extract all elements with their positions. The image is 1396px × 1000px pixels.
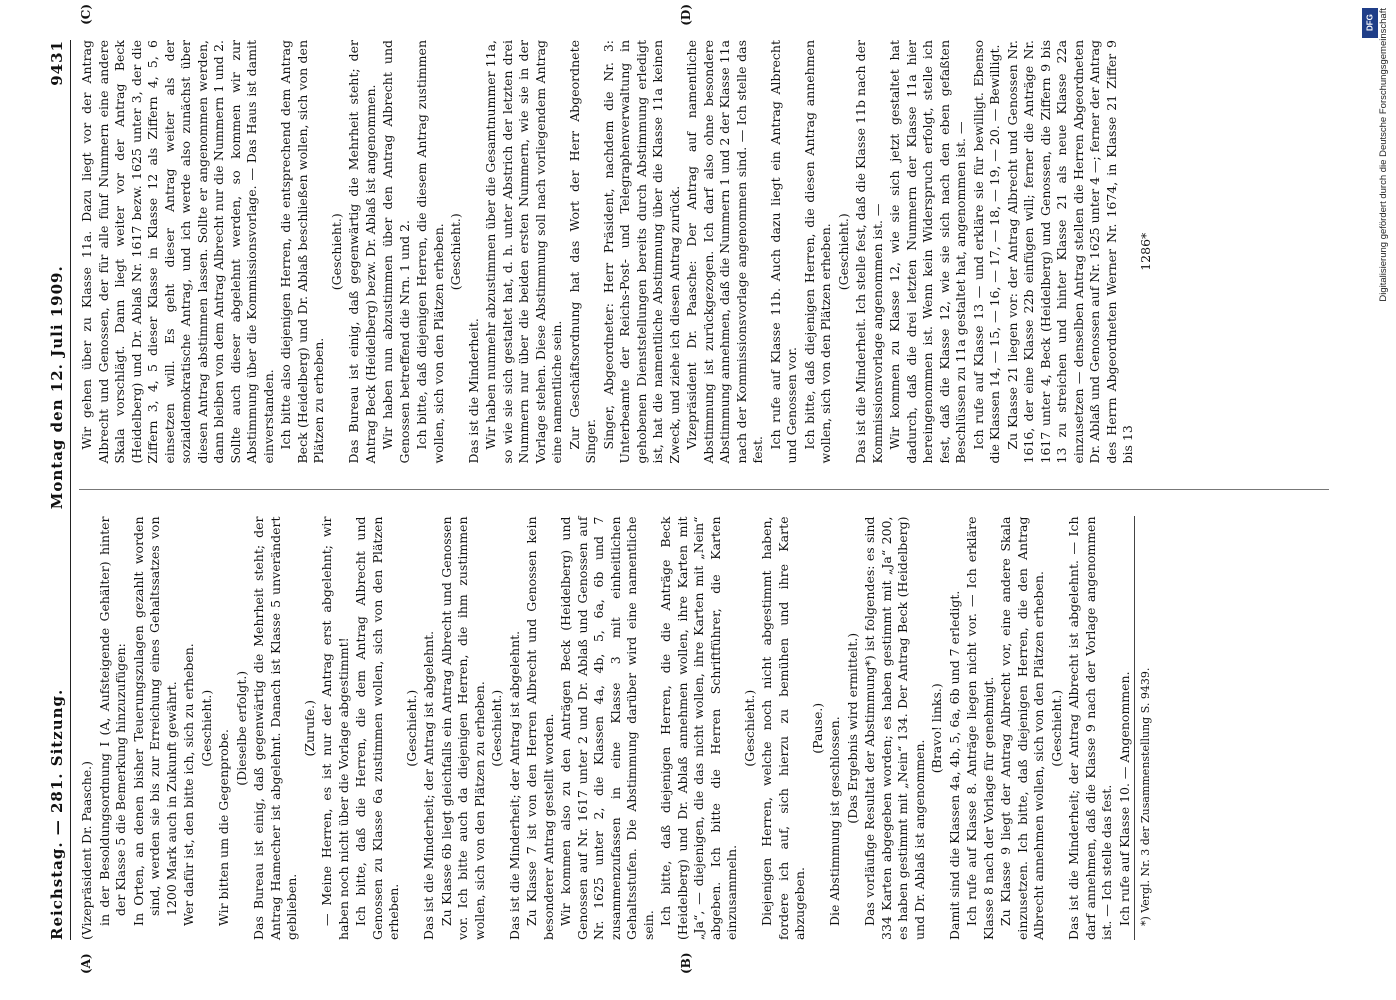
- margin-mark-b: (B): [679, 952, 693, 974]
- two-column-body: [79, 4, 1329, 974]
- paragraph: (Geschieht.): [741, 689, 757, 767]
- header-left: Reichstag. — 281. Sitzung.: [48, 688, 66, 940]
- paragraph: (Geschieht.): [328, 213, 344, 291]
- paragraph: Zu Klasse 9 liegt der Antrag Albrecht vor, eine andere Skala einzusetzen. Ich bitte, daß diejenigen Herren, die den Antrag Albrecht annehmen wollen, sich von den Plätzen erheben.: [998, 516, 1046, 940]
- paragraph: Ich bitte, daß diejenigen Herren, die die Anträge Beck (Heidelberg) und Dr. Ablaß annehmen wollen, ihre Karten mit „Ja“, — diejenigen, die das nicht wollen, ihre Karten mit „Nein“ abgeben. Ich bitte die Herren Schriftführer, die Karten einzusammeln.: [658, 516, 739, 940]
- paragraph: Ich bitte, daß diejenigen Herren, die diesen Antrag annehmen wollen, sich von den Plätzen erheben.: [801, 40, 833, 464]
- paragraph: Das vorläufige Resultat der Abstimmung*) ist folgendes: es sind 334 Karten abgegeben worden; es haben gestimmt mit „Ja“ 200, es haben gestimmt mit „Nein“ 134. Der Antrag Beck (Heidelberg) und Dr. Ablaß ist angenommen.: [862, 516, 927, 940]
- paragraph: (Dieselbe erfolgt.): [233, 670, 249, 786]
- paragraph: (Geschieht.): [198, 689, 214, 767]
- paragraph: Die Abstimmung ist geschlossen.: [827, 716, 842, 926]
- paragraph: Wer dafür ist, den bitte ich, sich zu erheben.: [181, 643, 196, 926]
- paragraph: (Das Ergebnis wird ermittelt.): [844, 632, 860, 824]
- paragraph: — Meine Herren, es ist nur der Antrag erst abgelehnt; wir haben noch nicht über die Vorlage abgestimmt!: [319, 516, 351, 940]
- paragraph: Wir bitten um die Gegenprobe.: [216, 729, 231, 926]
- paragraph: Wir kommen zu Klasse 12, wie sie sich jetzt gestaltet hat dadurch, daß die drei letzten Nummern der Klasse 11a hier hereingenommen ist. Wenn kein Widerspruch erfolgt, stelle ich fest, daß die Klasse 12, wie sie sich nach den eben gefaßten Beschlüssen zu 11a gestaltet hat, angenommen ist. —: [887, 40, 968, 464]
- paragraph: (Bravo! links.): [929, 683, 944, 774]
- paragraph: Ich rufe auf Klasse 11b. Auch dazu liegt ein Antrag Albrecht und Genossen vor.: [767, 40, 799, 464]
- paragraph: (Geschieht.): [448, 213, 463, 291]
- paragraph: Singer, Abgeordneter: Herr Präsident, nachdem die Nr. 3: Unterbeamte der Reichs-Post- und Telegraphenverwaltung in gehobenen Dienststellungen bereits durch Abstimmung erledigt ist, hat die namentliche Abstimmung über die Klasse 11a keinen Zweck, und ziehe ich diesen Antrag zurück.: [600, 40, 682, 464]
- credit-text: Digitalisierung gefördert durch die Deutsche Forschungsgemeinschaft: [1378, 8, 1389, 302]
- dfg-logo: DFG: [1362, 8, 1378, 38]
- paragraph: (Zurufe.): [301, 700, 317, 757]
- paragraph: Ich bitte, daß diejenigen Herren, die diesem Antrag zustimmen wollen, sich von den Plätzen erheben.: [414, 40, 446, 464]
- paragraph: (Pause.): [809, 702, 825, 754]
- page-number: 9431: [48, 40, 66, 86]
- paragraph: Das ist die Minderheit. Ich stelle fest, daß die Klasse 11b nach der Kommissionsvorlage angenommen ist. —: [853, 40, 885, 464]
- paragraph: Zu Klasse 21 liegen vor: der Antrag Albrecht und Genossen Nr. 1616, der eine Klasse 22b einfügen will; ferner die Anträge Nr. 1617 unter 4, Beck (Heidelberg) und Genossen, die Ziffern 9 bis 13 zu streichen und hinter Klasse 21 als neue Klasse 22a einzusetzen — denselben Antrag stellen die Herren Abgeordneten Dr. Ablaß und Genossen auf Nr. 1625 unter 4 —; ferner der Antrag des Herrn Abgeordneten Werner Nr. 1674, in Klasse 21 Ziffer 9 bis 13: [1004, 40, 1135, 464]
- digitization-credit: [1360, 8, 1389, 608]
- right-column: [79, 40, 1329, 464]
- paragraph: Zu Klasse 7 ist von den Herren Albrecht und Genossen kein besonderer Antrag gestellt worden.: [524, 516, 556, 940]
- paragraph: Zu Klasse 6b liegt gleichfalls ein Antrag Albrecht und Genossen vor. Ich bitte auch da diejenigen Herren, die ihm zustimmen wollen, sich von den Plätzen zu erheben.: [438, 516, 487, 940]
- paragraph: Das ist die Minderheit; der Antrag Albrecht ist abgelehnt. — Ich darf annehmen, daß die Klasse 9 nach der Vorlage angenommen ist. — Ich stelle das fest.: [1066, 516, 1114, 940]
- paragraph: (Geschieht.): [1048, 689, 1064, 767]
- paragraph: Damit sind die Klassen 4a, 4b, 5, 6a, 6b und 7 erledigt.: [946, 590, 962, 940]
- page-header: [48, 40, 71, 940]
- footnote: *) Vergl. Nr. 3 der Zusammenstellung S. 9439.: [1134, 517, 1155, 941]
- header-date: Montag den 12. Juli 1909.: [48, 265, 66, 510]
- paragraph: Diejenigen Herren, welche noch nicht abgestimmt haben, fordere ich auf, sich hierzu zu bemühen und ihre Karte abzugeben.: [759, 516, 807, 940]
- paragraph: In Orten, an denen bisher Teuerungszulagen gezahlt worden sind, werden sie bis zur Erreichung eines Gehaltssatzes von 1200 Mark auch in Zukunft gewährt.: [130, 516, 179, 926]
- paragraph: Das ist die Minderheit; der Antrag ist abgelehnt.: [421, 630, 436, 940]
- paragraph: Wir haben nun abzustimmen über den Antrag Albrecht und Genossen betreffend die Nrn. 1 und 2.: [380, 40, 412, 464]
- margin-mark-a: (A): [79, 953, 93, 974]
- paragraph: Das ist die Minderheit; der Antrag ist abgelehnt.: [506, 630, 522, 940]
- left-column: [79, 517, 1329, 941]
- margin-mark-c: (C): [79, 4, 93, 25]
- paragraph: Ich rufe auf Klasse 10. — Angenommen.: [1116, 671, 1132, 926]
- paragraph: Zur Geschäftsordnung hat das Wort der Herr Abgeordnete Singer.: [566, 40, 598, 464]
- paragraph: Ich bitte also diejenigen Herren, die entsprechend dem Antrag Beck (Heidelberg) und Dr. Ablaß beschließen wollen, sich von den Plätzen zu erheben.: [278, 40, 326, 464]
- paragraph: 1286*: [1137, 232, 1153, 271]
- paragraph: in der Besoldungsordnung I (A, Aufsteigende Gehälter) hinter der Klasse 5 die Bemerkung hinzuzufügen:: [96, 516, 128, 926]
- paragraph: Das ist die Minderheit.: [465, 318, 481, 464]
- paragraph: (Vizepräsident Dr. Paasche.): [79, 761, 94, 940]
- paragraph: Ich bitte, daß die Herren, die dem Antrag Albrecht und Genossen zu Klasse 6a zustimmen wollen, sich von den Plätzen erheben.: [353, 516, 401, 940]
- paragraph: Vizepräsident Dr. Paasche: Der Antrag auf namentliche Abstimmung ist zurückgezogen. Ich darf also ohne besondere Abstimmung annehmen, daß die Nummern 1 und 2 der Klasse 11a nach der Kommissionsvorlage angenommen sind. — Ich stelle das fest.: [684, 40, 765, 464]
- paragraph: (Geschieht.): [403, 689, 419, 767]
- paragraph: Wir gehen über zu Klasse 11a. Dazu liegt vor der Antrag Albrecht und Genossen, der für alle fünf Nummern eine andere Skala vorschlägt. Dann liegt weiter vor der Antrag Beck (Heidelberg) und Dr. Ablaß Nr. 1617 bezw. 1625 unter 3, der die Ziffern 3, 4, 5 dieser Klasse in Klasse 12 als Ziffern 4, 5, 6 einsetzen will. Es geht dieser Antrag weiter als der sozialdemokratische Antrag, und ich werde also zunächst über diesen Antrag abstimmen lassen. Sollte er angenommen werden, dann bleiben von dem Antrag Albrecht nur die Nummern 1 und 2. Sollte auch dieser abgelehnt werden, so kommen wir zur Abstimmung über die Kommissionsvorlage. — Das Haus ist damit einverstanden.: [79, 40, 276, 464]
- paragraph: Wir kommen also zu den Anträgen Beck (Heidelberg) und Genossen auf Nr. 1617 unter 2 und Dr. Ablaß und Genossen auf Nr. 1625 unter 2, die Klassen 4a, 4b, 5, 6a, 6b und 7 zusammenzufassen in eine Klasse 3 mit einheitlichen Gehaltsstufen. Die Abstimmung darüber wird eine namentliche sein.: [558, 516, 656, 940]
- paragraph: Das Bureau ist einig, daß gegenwärtig die Mehrheit steht; der Antrag Hamecher ist abgelehnt. Danach ist Klasse 5 unverändert geblieben.: [251, 516, 299, 940]
- paragraph: Ich rufe auf Klasse 8. Anträge liegen nicht vor. — Ich erkläre Klasse 8 nach der Vorlage für genehmigt.: [964, 516, 996, 940]
- margin-mark-d: (D): [679, 4, 693, 26]
- paragraph: Ich rufe auf Klasse 13 — und erkläre sie für bewilligt. Ebenso die Klassen 14, — 15, — 16, — 17, — 18, — 19, — 20. — Bewilligt.: [970, 40, 1002, 464]
- paragraph: Wir haben nunmehr abzustimmen über die Gesamtnummer 11a, so wie sie sich gestaltet hat, d. h. unter Abstrich der letzten drei Nummern nur über die beiden ersten Nummern, wie sie in der Vorlage stehen. Diese Abstimmung soll nach vorliegendem Antrag eine namentliche sein.: [483, 40, 564, 464]
- paragraph: Das Bureau ist einig, daß gegenwärtig die Mehrheit steht; der Antrag Beck (Heidelberg) bezw. Dr. Ablaß ist angenommen.: [346, 40, 378, 464]
- paragraph: (Geschieht.): [835, 213, 851, 291]
- column-divider: [79, 490, 1329, 491]
- paragraph: (Geschieht.): [489, 689, 504, 767]
